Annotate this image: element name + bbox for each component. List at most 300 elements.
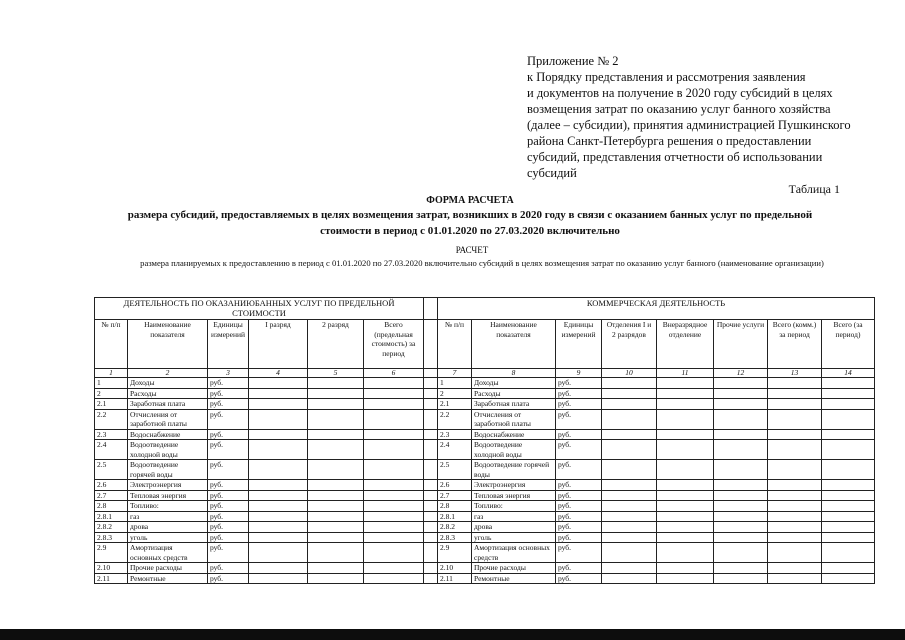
- rank2-value-cell: [308, 490, 364, 501]
- indicator-name-cell: Доходы: [472, 378, 556, 389]
- table-row: [95, 460, 875, 480]
- column-number: 6: [364, 369, 424, 378]
- unit-cell: руб.: [556, 490, 602, 501]
- unit-cell: руб.: [556, 522, 602, 533]
- col-header-other-services: Прочие услуги: [714, 320, 768, 369]
- unit-cell: руб.: [556, 543, 602, 563]
- departments-value-cell: [602, 490, 657, 501]
- indicator-name-cell: Водоотведение горячей воды: [472, 460, 556, 480]
- table-body: [95, 378, 875, 584]
- separator-cell: [424, 440, 438, 460]
- column-header-row: [95, 320, 875, 369]
- indicator-name-cell: уголь: [128, 532, 208, 543]
- calculation-title: РАСЧЕТ: [455, 245, 489, 255]
- departments-value-cell: [602, 522, 657, 533]
- indicator-name-cell: Амортизация основных средств: [128, 543, 208, 563]
- rank1-value-cell: [249, 460, 308, 480]
- commercial-total-cell: [768, 429, 822, 440]
- extra-department-value-cell: [657, 460, 714, 480]
- row-number-cell: 1: [95, 378, 128, 389]
- departments-value-cell: [602, 388, 657, 399]
- indicator-name-cell: уголь: [472, 532, 556, 543]
- indicator-name-cell: Тепловая энергия: [128, 490, 208, 501]
- extra-department-value-cell: [657, 490, 714, 501]
- form-subtitle-line: размера субсидий, предоставляемых в целях возмещения затрат, возникших в 2020 году в связи с оказанием банных услуг по предельной: [127, 209, 813, 221]
- rank1-value-cell: [249, 399, 308, 410]
- extra-department-value-cell: [657, 511, 714, 522]
- row-number-cell: 2.2: [95, 409, 128, 429]
- col-header-grand-total: Всего (за период): [822, 320, 875, 369]
- column-number-row: [95, 369, 875, 378]
- row-number-cell: 1: [438, 378, 472, 389]
- grand-total-cell: [822, 440, 875, 460]
- col-header-unit: Единицы измерений: [208, 320, 249, 369]
- column-number: 8: [472, 369, 556, 378]
- right-section-title-text: КОММЕРЧЕСКАЯ ДЕЯТЕЛЬНОСТЬ: [586, 298, 726, 308]
- rank1-value-cell: [249, 388, 308, 399]
- table-row: [95, 543, 875, 563]
- extra-department-value-cell: [657, 501, 714, 512]
- other-services-value-cell: [714, 563, 768, 574]
- indicator-name-cell: Прочие расходы: [128, 563, 208, 574]
- indicator-name-cell: Отчисления от заработной платы: [128, 409, 208, 429]
- commercial-total-cell: [768, 388, 822, 399]
- appendix-line: и документов на получение в 2020 году субсидий в целях: [527, 86, 833, 100]
- calculation-table: [94, 297, 875, 584]
- grand-total-cell: [822, 522, 875, 533]
- unit-cell: руб.: [208, 429, 249, 440]
- limit-total-cell: [364, 543, 424, 563]
- row-number-cell: 2.10: [95, 563, 128, 574]
- rank1-value-cell: [249, 563, 308, 574]
- appendix-line: субсидий: [527, 166, 577, 180]
- commercial-total-cell: [768, 573, 822, 584]
- commercial-total-cell: [768, 522, 822, 533]
- indicator-name-cell: Водоснабжение: [472, 429, 556, 440]
- limit-total-cell: [364, 460, 424, 480]
- scan-edge: [0, 629, 905, 640]
- separator-cell: [424, 490, 438, 501]
- indicator-name-cell: Водоотведение холодной воды: [472, 440, 556, 460]
- unit-cell: руб.: [208, 388, 249, 399]
- row-number-cell: 2.8.3: [438, 532, 472, 543]
- extra-department-value-cell: [657, 522, 714, 533]
- limit-total-cell: [364, 429, 424, 440]
- indicator-name-cell: дрова: [128, 522, 208, 533]
- row-number-cell: 2.9: [95, 543, 128, 563]
- separator-cell: [424, 388, 438, 399]
- rank2-value-cell: [308, 399, 364, 410]
- indicator-name-cell: Расходы: [472, 388, 556, 399]
- rank2-value-cell: [308, 522, 364, 533]
- limit-total-cell: [364, 440, 424, 460]
- other-services-value-cell: [714, 440, 768, 460]
- table-row: [95, 490, 875, 501]
- row-number-cell: 2.6: [438, 480, 472, 491]
- appendix-line: субсидий, представления отчетности об использовании: [527, 150, 823, 164]
- rank1-value-cell: [249, 501, 308, 512]
- row-number-cell: 2.7: [95, 490, 128, 501]
- departments-value-cell: [602, 399, 657, 410]
- column-number: 2: [128, 369, 208, 378]
- commercial-total-cell: [768, 501, 822, 512]
- departments-value-cell: [602, 511, 657, 522]
- form-subtitle-line: стоимости в период с 01.01.2020 по 27.03.2020 включительно: [320, 225, 620, 237]
- table-row: [95, 573, 875, 584]
- commercial-total-cell: [768, 480, 822, 491]
- column-number: 7: [438, 369, 472, 378]
- rank1-value-cell: [249, 522, 308, 533]
- extra-department-value-cell: [657, 480, 714, 491]
- section-header-row: [95, 298, 875, 320]
- indicator-name-cell: газ: [472, 511, 556, 522]
- limit-total-cell: [364, 399, 424, 410]
- row-number-cell: 2.11: [438, 573, 472, 584]
- column-number: 10: [602, 369, 657, 378]
- unit-cell: руб.: [556, 440, 602, 460]
- separator-cell: [424, 563, 438, 574]
- other-services-value-cell: [714, 480, 768, 491]
- indicator-name-cell: Заработная плата: [128, 399, 208, 410]
- extra-department-value-cell: [657, 440, 714, 460]
- other-services-value-cell: [714, 429, 768, 440]
- other-services-value-cell: [714, 532, 768, 543]
- grand-total-cell: [822, 501, 875, 512]
- unit-cell: руб.: [208, 460, 249, 480]
- left-section-title-text: ДЕЯТЕЛЬНОСТЬ ПО ОКАЗАНИЮБАННЫХ УСЛУГ ПО ПРЕДЕЛЬНОЙ СТОИМОСТИ: [123, 298, 395, 318]
- other-services-value-cell: [714, 409, 768, 429]
- table-row: [95, 399, 875, 410]
- limit-total-cell: [364, 511, 424, 522]
- indicator-name-cell: дрова: [472, 522, 556, 533]
- commercial-total-cell: [768, 440, 822, 460]
- departments-value-cell: [602, 543, 657, 563]
- col-header-departments: Отделения I и 2 разрядов: [602, 320, 657, 369]
- indicator-name-cell: Электроэнергия: [128, 480, 208, 491]
- rank2-value-cell: [308, 409, 364, 429]
- departments-value-cell: [602, 460, 657, 480]
- rank2-value-cell: [308, 388, 364, 399]
- grand-total-cell: [822, 399, 875, 410]
- row-number-cell: 2.5: [438, 460, 472, 480]
- row-number-cell: 2.8: [95, 501, 128, 512]
- table-row: [95, 429, 875, 440]
- row-number-cell: 2.7: [438, 490, 472, 501]
- unit-cell: руб.: [208, 532, 249, 543]
- table-row: [95, 440, 875, 460]
- other-services-value-cell: [714, 490, 768, 501]
- separator-cell: [424, 409, 438, 429]
- separator-cell: [424, 573, 438, 584]
- grand-total-cell: [822, 460, 875, 480]
- rank1-value-cell: [249, 511, 308, 522]
- column-number: 3: [208, 369, 249, 378]
- rank1-value-cell: [249, 543, 308, 563]
- extra-department-value-cell: [657, 429, 714, 440]
- other-services-value-cell: [714, 511, 768, 522]
- row-number-cell: 2.2: [438, 409, 472, 429]
- unit-cell: руб.: [208, 440, 249, 460]
- table-row: [95, 388, 875, 399]
- indicator-name-cell: Доходы: [128, 378, 208, 389]
- rank1-value-cell: [249, 532, 308, 543]
- departments-value-cell: [602, 573, 657, 584]
- appendix-header: [527, 53, 851, 181]
- unit-cell: руб.: [208, 511, 249, 522]
- rank2-value-cell: [308, 501, 364, 512]
- separator-cell: [424, 399, 438, 410]
- commercial-total-cell: [768, 378, 822, 389]
- row-number-cell: 2.8.3: [95, 532, 128, 543]
- row-number-cell: 2.3: [95, 429, 128, 440]
- indicator-name-cell: Водоснабжение: [128, 429, 208, 440]
- row-number-cell: 2.4: [438, 440, 472, 460]
- extra-department-value-cell: [657, 543, 714, 563]
- indicator-name-cell: газ: [128, 511, 208, 522]
- table-label: Таблица 1: [788, 182, 840, 196]
- other-services-value-cell: [714, 460, 768, 480]
- other-services-value-cell: [714, 543, 768, 563]
- unit-cell: руб.: [556, 511, 602, 522]
- separator-cell: [424, 320, 438, 369]
- commercial-total-cell: [768, 511, 822, 522]
- table-row: [95, 511, 875, 522]
- table-row: [95, 409, 875, 429]
- appendix-line: возмещения затрат по оказанию услуг банного хозяйства: [527, 102, 831, 116]
- indicator-name-cell: Тепловая энергия: [472, 490, 556, 501]
- commercial-total-cell: [768, 543, 822, 563]
- indicator-name-cell: Заработная плата: [472, 399, 556, 410]
- right-section-title: [438, 298, 875, 320]
- rank2-value-cell: [308, 429, 364, 440]
- separator-cell: [424, 543, 438, 563]
- grand-total-cell: [822, 429, 875, 440]
- limit-total-cell: [364, 573, 424, 584]
- separator-cell: [424, 522, 438, 533]
- extra-department-value-cell: [657, 409, 714, 429]
- extra-department-value-cell: [657, 388, 714, 399]
- row-number-cell: 2.6: [95, 480, 128, 491]
- rank2-value-cell: [308, 563, 364, 574]
- indicator-name-cell: Водоотведение горячей воды: [128, 460, 208, 480]
- other-services-value-cell: [714, 378, 768, 389]
- extra-department-value-cell: [657, 563, 714, 574]
- separator-cell: [424, 480, 438, 491]
- other-services-value-cell: [714, 501, 768, 512]
- limit-total-cell: [364, 522, 424, 533]
- row-number-cell: 2.5: [95, 460, 128, 480]
- col-header-limit-total: Всего (предельная стоимость) за период: [364, 320, 424, 369]
- separator-cell: [424, 501, 438, 512]
- separator-cell: [424, 460, 438, 480]
- indicator-name-cell: Прочие расходы: [472, 563, 556, 574]
- indicator-name-cell: Ремонтные: [128, 573, 208, 584]
- rank2-value-cell: [308, 532, 364, 543]
- commercial-total-cell: [768, 399, 822, 410]
- rank1-value-cell: [249, 409, 308, 429]
- column-number: 4: [249, 369, 308, 378]
- other-services-value-cell: [714, 522, 768, 533]
- extra-department-value-cell: [657, 399, 714, 410]
- departments-value-cell: [602, 532, 657, 543]
- departments-value-cell: [602, 501, 657, 512]
- commercial-total-cell: [768, 563, 822, 574]
- rank2-value-cell: [308, 378, 364, 389]
- grand-total-cell: [822, 480, 875, 491]
- unit-cell: руб.: [556, 409, 602, 429]
- rank1-value-cell: [249, 480, 308, 491]
- row-number-cell: 2.11: [95, 573, 128, 584]
- rank2-value-cell: [308, 480, 364, 491]
- commercial-total-cell: [768, 490, 822, 501]
- unit-cell: руб.: [556, 460, 602, 480]
- appendix-line: (далее – субсидии), принятия администрацией Пушкинского: [527, 118, 851, 132]
- limit-total-cell: [364, 378, 424, 389]
- column-number: 1: [95, 369, 128, 378]
- commercial-total-cell: [768, 532, 822, 543]
- extra-department-value-cell: [657, 573, 714, 584]
- departments-value-cell: [602, 480, 657, 491]
- limit-total-cell: [364, 409, 424, 429]
- col-header-rank1: I разряд: [249, 320, 308, 369]
- col-header-number: № п/п: [95, 320, 128, 369]
- appendix-line: к Порядку представления и рассмотрения заявления: [527, 70, 806, 84]
- grand-total-cell: [822, 511, 875, 522]
- column-number: 9: [556, 369, 602, 378]
- rank2-value-cell: [308, 440, 364, 460]
- limit-total-cell: [364, 480, 424, 491]
- column-number: 12: [714, 369, 768, 378]
- other-services-value-cell: [714, 399, 768, 410]
- limit-total-cell: [364, 532, 424, 543]
- unit-cell: руб.: [208, 563, 249, 574]
- row-number-cell: 2.8.1: [438, 511, 472, 522]
- rank1-value-cell: [249, 429, 308, 440]
- grand-total-cell: [822, 490, 875, 501]
- grand-total-cell: [822, 563, 875, 574]
- unit-cell: руб.: [208, 573, 249, 584]
- table-row: [95, 480, 875, 491]
- limit-total-cell: [364, 388, 424, 399]
- extra-department-value-cell: [657, 532, 714, 543]
- indicator-name-cell: Отчисления от заработной платы: [472, 409, 556, 429]
- unit-cell: руб.: [208, 409, 249, 429]
- unit-cell: руб.: [556, 480, 602, 491]
- col-header-rank2: 2 разряд: [308, 320, 364, 369]
- rank2-value-cell: [308, 511, 364, 522]
- row-number-cell: 2.1: [438, 399, 472, 410]
- separator-cell: [424, 369, 438, 378]
- grand-total-cell: [822, 378, 875, 389]
- separator-cell: [424, 532, 438, 543]
- extra-department-value-cell: [657, 378, 714, 389]
- limit-total-cell: [364, 501, 424, 512]
- rank2-value-cell: [308, 460, 364, 480]
- indicator-name-cell: Топливо:: [472, 501, 556, 512]
- limit-total-cell: [364, 563, 424, 574]
- departments-value-cell: [602, 440, 657, 460]
- row-number-cell: 2.9: [438, 543, 472, 563]
- unit-cell: руб.: [208, 522, 249, 533]
- rank1-value-cell: [249, 573, 308, 584]
- table-row: [95, 563, 875, 574]
- col-header-indicator: Наименование показателя: [128, 320, 208, 369]
- unit-cell: руб.: [208, 501, 249, 512]
- rank1-value-cell: [249, 378, 308, 389]
- table-row: [95, 378, 875, 389]
- indicator-name-cell: Электроэнергия: [472, 480, 556, 491]
- unit-cell: руб.: [208, 480, 249, 491]
- table-row: [95, 501, 875, 512]
- column-number: 14: [822, 369, 875, 378]
- indicator-name-cell: Ремонтные: [472, 573, 556, 584]
- grand-total-cell: [822, 573, 875, 584]
- row-number-cell: 2: [95, 388, 128, 399]
- table-row: [95, 532, 875, 543]
- grand-total-cell: [822, 543, 875, 563]
- indicator-name-cell: Водоотведение холодной воды: [128, 440, 208, 460]
- row-number-cell: 2.8.2: [95, 522, 128, 533]
- other-services-value-cell: [714, 573, 768, 584]
- limit-total-cell: [364, 490, 424, 501]
- grand-total-cell: [822, 409, 875, 429]
- col-header-unit: Единицы измерений: [556, 320, 602, 369]
- separator-cell: [424, 298, 438, 320]
- unit-cell: руб.: [556, 429, 602, 440]
- rank1-value-cell: [249, 440, 308, 460]
- form-subtitle: [70, 207, 870, 239]
- separator-cell: [424, 511, 438, 522]
- unit-cell: руб.: [208, 378, 249, 389]
- unit-cell: руб.: [556, 532, 602, 543]
- unit-cell: руб.: [208, 543, 249, 563]
- separator-cell: [424, 378, 438, 389]
- departments-value-cell: [602, 409, 657, 429]
- left-section-title: [95, 298, 424, 320]
- row-number-cell: 2.10: [438, 563, 472, 574]
- row-number-cell: 2: [438, 388, 472, 399]
- appendix-line: Приложение № 2: [527, 54, 619, 68]
- grand-total-cell: [822, 532, 875, 543]
- unit-cell: руб.: [556, 501, 602, 512]
- unit-cell: руб.: [556, 573, 602, 584]
- table-row: [95, 522, 875, 533]
- row-number-cell: 2.8.1: [95, 511, 128, 522]
- separator-cell: [424, 429, 438, 440]
- other-services-value-cell: [714, 388, 768, 399]
- unit-cell: руб.: [556, 378, 602, 389]
- unit-cell: руб.: [556, 563, 602, 574]
- commercial-total-cell: [768, 409, 822, 429]
- rank1-value-cell: [249, 490, 308, 501]
- column-number: 11: [657, 369, 714, 378]
- unit-cell: руб.: [556, 388, 602, 399]
- col-header-indicator: Наименование показателя: [472, 320, 556, 369]
- row-number-cell: 2.8.2: [438, 522, 472, 533]
- indicator-name-cell: Топливо:: [128, 501, 208, 512]
- calculation-subtitle: размера планируемых к предоставлению в период с 01.01.2020 по 27.03.2020 включительно субсидий в целях возмещения затрат по оказанию услуг банного (наименование организации): [140, 258, 824, 268]
- departments-value-cell: [602, 563, 657, 574]
- form-title: ФОРМА РАСЧЕТА: [426, 195, 514, 206]
- unit-cell: руб.: [208, 399, 249, 410]
- commercial-total-cell: [768, 460, 822, 480]
- row-number-cell: 2.4: [95, 440, 128, 460]
- row-number-cell: 2.1: [95, 399, 128, 410]
- row-number-cell: 2.8: [438, 501, 472, 512]
- grand-total-cell: [822, 388, 875, 399]
- row-number-cell: 2.3: [438, 429, 472, 440]
- col-header-number: № п/п: [438, 320, 472, 369]
